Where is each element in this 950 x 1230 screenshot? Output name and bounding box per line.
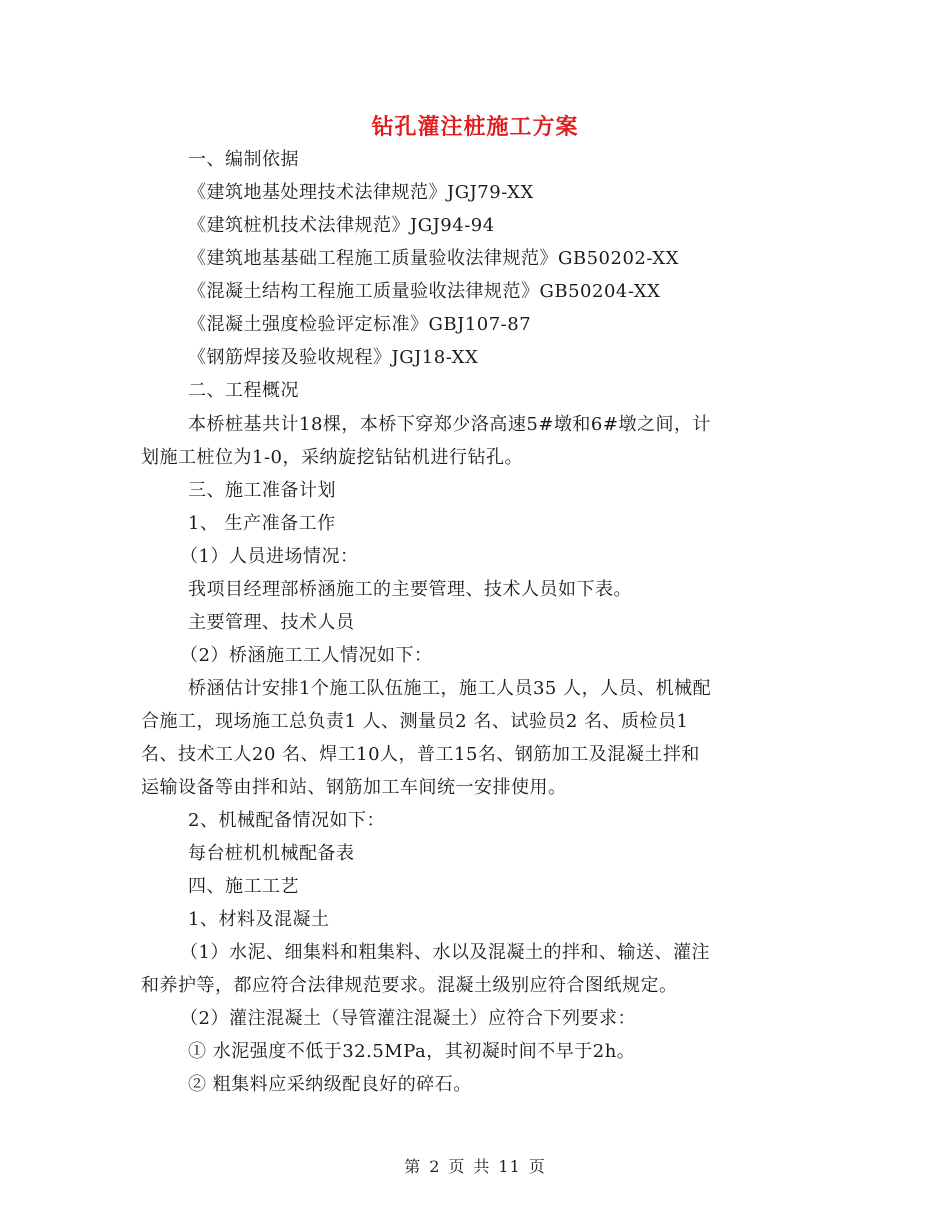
paragraph-line: 合施工，现场施工总负责1 人、测量员2 名、试验员2 名、质检员1 bbox=[141, 711, 689, 732]
subsection-heading: 1、 生产准备工作 bbox=[188, 513, 336, 534]
paragraph-line: 名、技术工人20 名、焊工10人，普工15名、钢筋加工及混凝土拌和 bbox=[141, 744, 700, 765]
reference-item: 《混凝土结构工程施工质量验收法律规范》GB50204-XX bbox=[188, 281, 661, 302]
total-pages-number: 11 bbox=[498, 1157, 521, 1176]
paragraph-line: 本桥桩基共计18棵，本桥下穿郑少洛高速5#墩和6#墩之间，计 bbox=[188, 414, 711, 435]
paragraph-line: （1）水泥、细集料和粗集料、水以及混凝土的拌和、输送、灌注 bbox=[180, 942, 710, 963]
paragraph-line: 主要管理、技术人员 bbox=[188, 612, 355, 633]
paragraph-line: （1）人员进场情况： bbox=[180, 546, 359, 567]
paragraph-line: （2）桥涵施工工人情况如下： bbox=[180, 645, 433, 666]
paragraph-line: 划施工桩位为1-0，采纳旋挖钻钻机进行钻孔。 bbox=[141, 447, 523, 468]
current-page-number: 2 bbox=[429, 1157, 441, 1176]
page-footer bbox=[0, 1154, 950, 1177]
reference-item: 《建筑地基基础工程施工质量验收法律规范》GB50202-XX bbox=[188, 248, 679, 269]
reference-item: 《钢筋焊接及验收规程》JGJ18-XX bbox=[188, 347, 479, 368]
subsection-heading: 1、材料及混凝土 bbox=[188, 909, 330, 930]
paragraph-line: 每台桩机机械配备表 bbox=[188, 843, 355, 864]
paragraph-line: 和养护等，都应符合法律规范要求。混凝土级别应符合图纸规定。 bbox=[141, 975, 678, 996]
reference-item: 《建筑地基处理技术法律规范》JGJ79-XX bbox=[188, 182, 534, 203]
section-heading: 三、施工准备计划 bbox=[188, 480, 336, 501]
section-heading: 二、工程概况 bbox=[188, 380, 299, 401]
reference-item: 《混凝土强度检验评定标准》GBJ107-87 bbox=[188, 314, 532, 335]
paragraph-line: 桥涵估计安排1个施工队伍施工，施工人员35 人，人员、机械配 bbox=[188, 678, 712, 699]
page-label-mid: 页 bbox=[448, 1157, 466, 1176]
reference-item: 《建筑桩机技术法律规范》JGJ94-94 bbox=[188, 215, 495, 236]
paragraph-line: （2）灌注混凝土（导管灌注混凝土）应符合下列要求： bbox=[180, 1008, 636, 1029]
section-heading: 四、施工工艺 bbox=[188, 876, 299, 897]
section-heading: 一、编制依据 bbox=[188, 149, 299, 170]
page-label-prefix: 第 bbox=[404, 1157, 422, 1176]
paragraph-line: 我项目经理部桥涵施工的主要管理、技术人员如下表。 bbox=[188, 579, 632, 600]
paragraph-line: ② 粗集料应采纳级配良好的碎石。 bbox=[188, 1074, 472, 1095]
document-title: 钻孔灌注桩施工方案 bbox=[371, 114, 579, 140]
subsection-heading: 2、机械配备情况如下： bbox=[188, 810, 385, 831]
paragraph-line: 运输设备等由拌和站、钢筋加工车间统一安排使用。 bbox=[141, 777, 567, 798]
page-label-suffix: 页 bbox=[528, 1157, 546, 1176]
total-label: 共 bbox=[473, 1157, 491, 1176]
paragraph-line: ① 水泥强度不低于32.5MPa，其初凝时间不早于2h。 bbox=[188, 1041, 636, 1062]
